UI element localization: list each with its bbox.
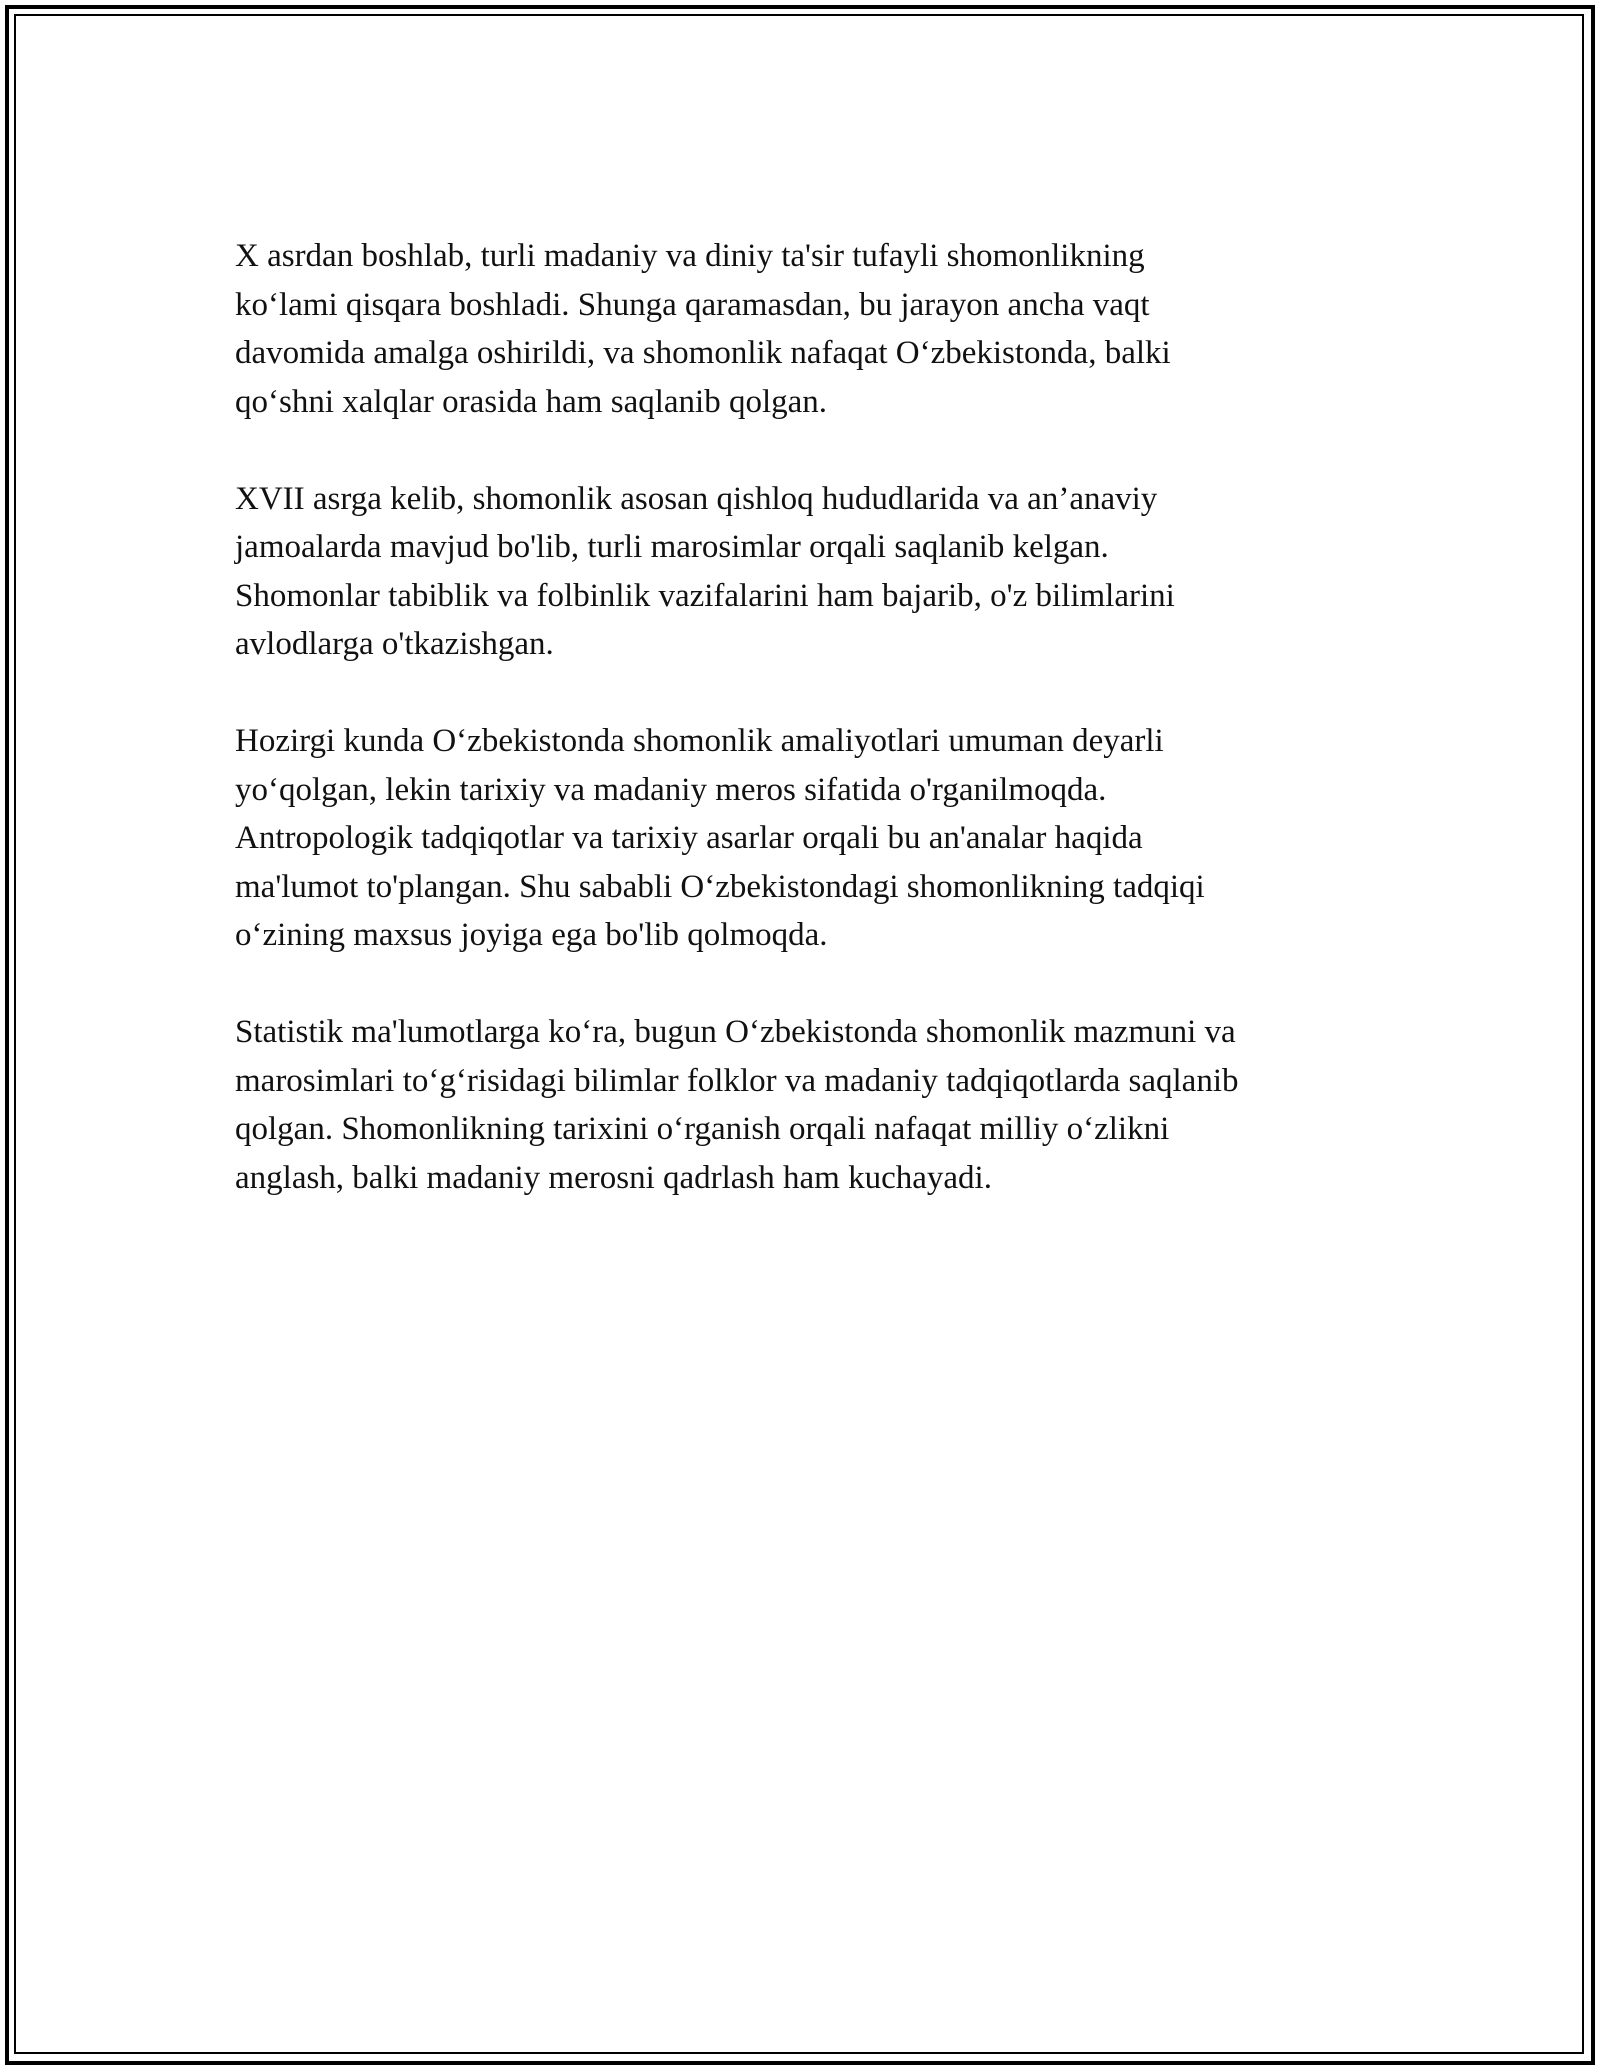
paragraph-1: X asrdan boshlab, turli madaniy va diniy ta'sir tufayli shomonlikning ko‘lami qisqara boshladi. Shunga qaramasdan, bu jarayon ancha vaqt davomida amalga oshirildi, va shomonlik nafaqat O‘zbekistonda, balki qo‘shni xalqlar orasida ham saqlanib qolgan. (235, 238, 1171, 420)
document-body (235, 232, 1375, 1251)
paragraph-3: Hozirgi kunda O‘zbekistonda shomonlik amaliyotlari umuman deyarli yo‘qolgan, lekin tarixiy va madaniy meros sifatida o'rganilmoqda. Antropologik tadqiqotlar va tarixiy asarlar orqali bu an'analar haqida ma'lumot to'plangan. Shu sababli O‘zbekistondagi shomonlikning tadqiqi o‘zining maxsus joyiga ega bo'lib qolmoqda. (235, 723, 1205, 953)
paragraph-4: Statistik ma'lumotlarga ko‘ra, bugun O‘zbekistonda shomonlik mazmuni va marosimlari to‘g‘risidagi bilimlar folklor va madaniy tadqiqotlarda saqlanib qolgan. Shomonlikning tarixini o‘rganish orqali nafaqat milliy o‘zlikni anglash, balki madaniy merosni qadrlash ham kuchayadi. (235, 1014, 1239, 1196)
paragraph-2: XVII asrga kelib, shomonlik asosan qishloq hududlarida va an’anaviy jamoalarda mavjud bo'lib, turli marosimlar orqali saqlanib kelgan. Shomonlar tabiblik va folbinlik vazifalarini ham bajarib, o'z bilimlarini avlodlarga o'tkazishgan. (235, 480, 1175, 662)
